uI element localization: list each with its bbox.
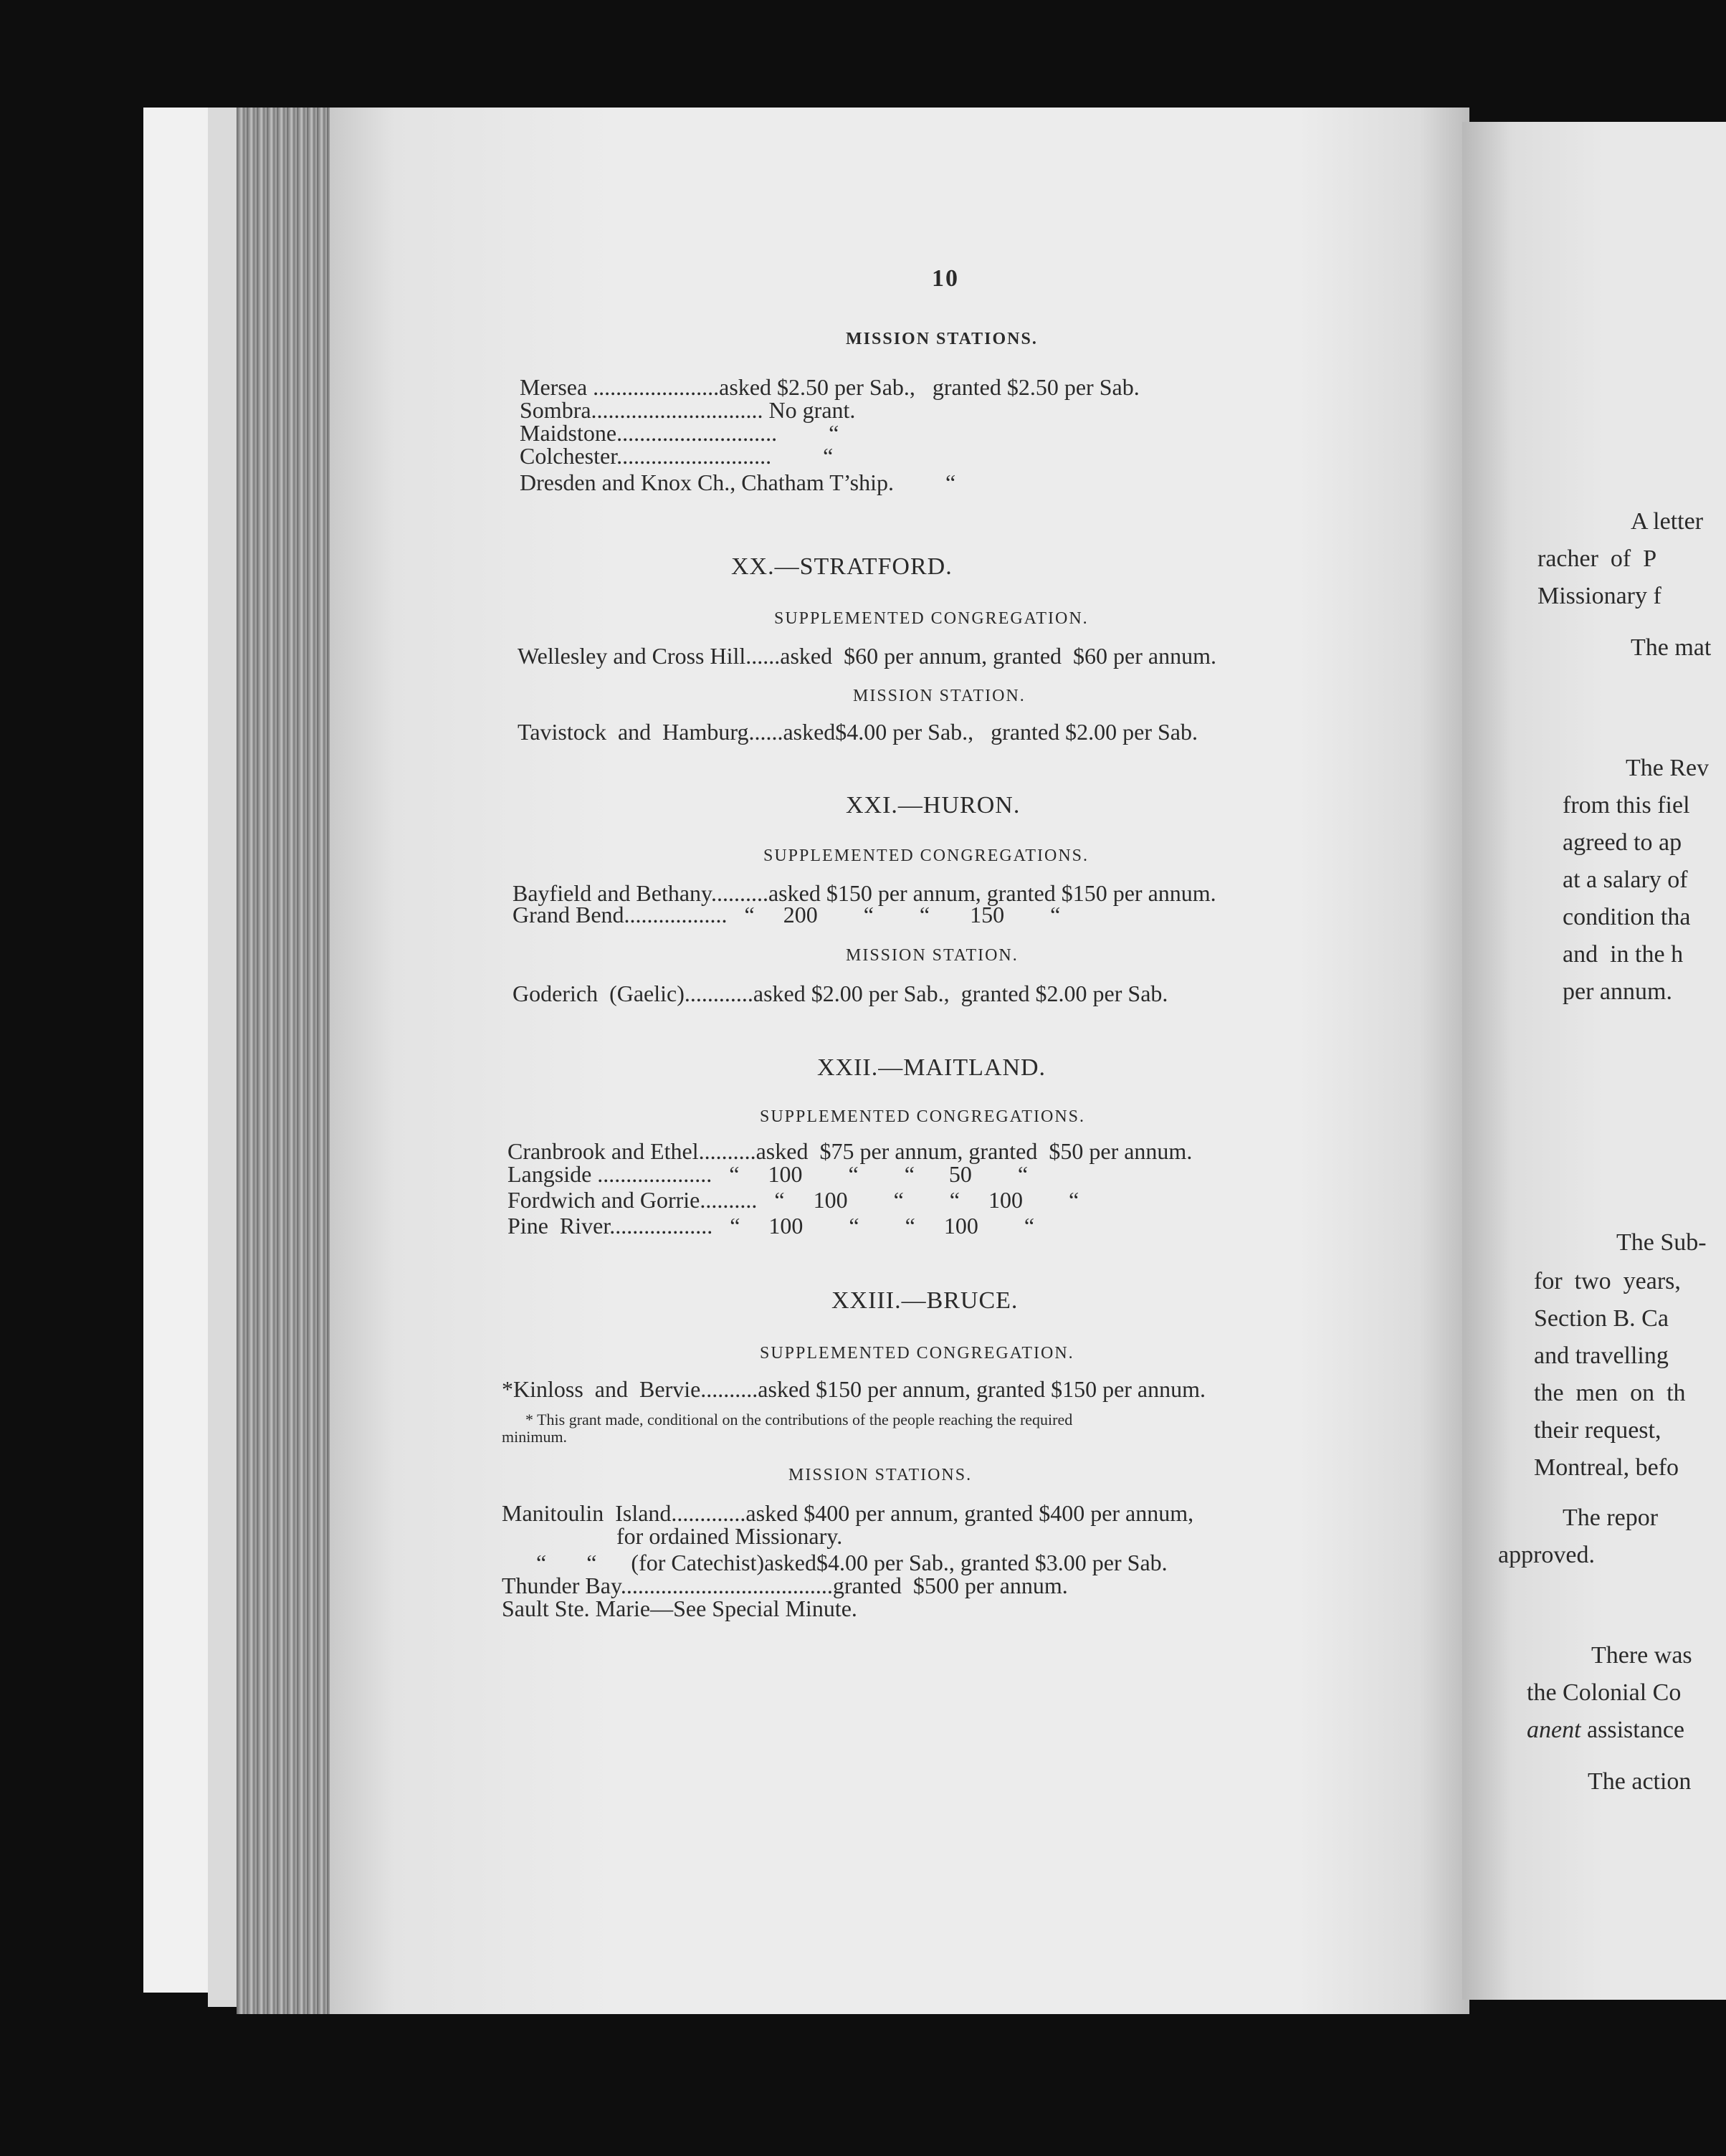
text-line: Sault Ste. Marie—See Special Minute. <box>502 1595 857 1621</box>
text-line: Sombra.............................. No grant. <box>520 397 856 423</box>
right-text-line: anent assistance <box>1527 1717 1684 1743</box>
right-text-line: The repor <box>1563 1504 1659 1531</box>
text-line: XXIII.—BRUCE. <box>831 1287 1019 1314</box>
right-text-line: per annum. <box>1563 978 1672 1005</box>
text-line: Grand Bend.................. “ 200 “ “ 150 “ <box>512 902 1061 927</box>
text-line: Maidstone............................ “ <box>520 420 839 446</box>
right-text-line: at a salary of <box>1563 867 1688 893</box>
right-text-line: the men on th <box>1534 1380 1686 1406</box>
text-line: MISSION STATION. <box>853 687 1026 705</box>
text-line: MISSION STATIONS. <box>846 330 1038 348</box>
text-line: Bayfield and Bethany..........asked $150 per annum, granted $150 per annum. <box>512 880 1216 906</box>
text-line: SUPPLEMENTED CONGREGATION. <box>774 609 1089 628</box>
text-line: Tavistock and Hamburg......asked$4.00 per Sab., granted $2.00 per Sab. <box>518 719 1198 745</box>
right-text-line: There was <box>1591 1642 1692 1669</box>
text-line: minimum. <box>502 1428 568 1446</box>
text-line: Langside .................... “ 100 “ “ 50 “ <box>507 1161 1029 1187</box>
right-text-line: the Colonial Co <box>1527 1679 1682 1706</box>
right-text-line: The action <box>1588 1768 1692 1795</box>
right-text-line: their request, <box>1534 1417 1661 1444</box>
text-line: Mersea ......................asked $2.50 per Sab., granted $2.50 per Sab. <box>520 374 1140 400</box>
text-line: Goderich (Gaelic)............asked $2.00 per Sab., granted $2.00 per Sab. <box>512 981 1168 1006</box>
right-text-line: A letter <box>1631 508 1704 535</box>
text-line: MISSION STATION. <box>846 946 1019 965</box>
text-line: Manitoulin Island.............asked $400 per annum, granted $400 per annum, <box>502 1500 1194 1526</box>
text-line: XXII.—MAITLAND. <box>817 1054 1046 1081</box>
page-stack <box>237 108 337 2014</box>
page-number: 10 <box>932 265 959 292</box>
text-line: SUPPLEMENTED CONGREGATIONS. <box>763 846 1090 865</box>
right-text-line: condition tha <box>1563 904 1691 930</box>
right-text-line: The Sub- <box>1616 1229 1707 1256</box>
text-line: XX.—STRATFORD. <box>731 553 953 580</box>
right-text-line: and in the h <box>1563 941 1684 968</box>
right-text-line: approved. <box>1498 1542 1596 1568</box>
text-line: MISSION STATIONS. <box>788 1466 973 1484</box>
right-text-line: Section B. Ca <box>1534 1305 1669 1332</box>
text-line: Fordwich and Gorrie.......... “ 100 “ “ 100 “ <box>507 1187 1079 1213</box>
text-line: “ “ (for Catechist)asked$4.00 per Sab., granted $3.00 per Sab. <box>502 1550 1168 1575</box>
right-text-line: Montreal, befo <box>1534 1454 1679 1481</box>
text-line: Dresden and Knox Ch., Chatham T’ship. “ <box>520 469 956 495</box>
text-line: Colchester........................... “ <box>520 443 834 469</box>
right-text-line: from this fiel <box>1563 792 1690 819</box>
right-text-line: for two years, <box>1534 1268 1681 1294</box>
right-text-line: and travelling <box>1534 1342 1669 1369</box>
text-line: * This grant made, conditional on the contributions of the people reaching the required <box>502 1411 1073 1428</box>
right-text-line: racher of P <box>1537 545 1657 572</box>
right-text-line: agreed to ap <box>1563 829 1682 856</box>
right-text-line: The mat <box>1631 634 1712 661</box>
text-line: Pine River.................. “ 100 “ “ 100 “ <box>507 1213 1035 1239</box>
text-line: Thunder Bay.....................................granted $500 per annum. <box>502 1573 1068 1598</box>
text-line: Wellesley and Cross Hill......asked $60 per annum, granted $60 per annum. <box>518 643 1216 669</box>
text-line: XXI.—HURON. <box>846 792 1021 819</box>
text-line: SUPPLEMENTED CONGREGATION. <box>760 1344 1074 1363</box>
right-text-line: The Rev <box>1626 755 1710 781</box>
text-line: *Kinloss and Bervie..........asked $150 per annum, granted $150 per annum. <box>502 1376 1206 1402</box>
text-line: for ordained Missionary. <box>502 1523 843 1549</box>
text-line: SUPPLEMENTED CONGREGATIONS. <box>760 1107 1086 1126</box>
right-text-line: Missionary f <box>1537 583 1661 609</box>
text-line: Cranbrook and Ethel..........asked $75 per annum, granted $50 per annum. <box>507 1138 1193 1164</box>
